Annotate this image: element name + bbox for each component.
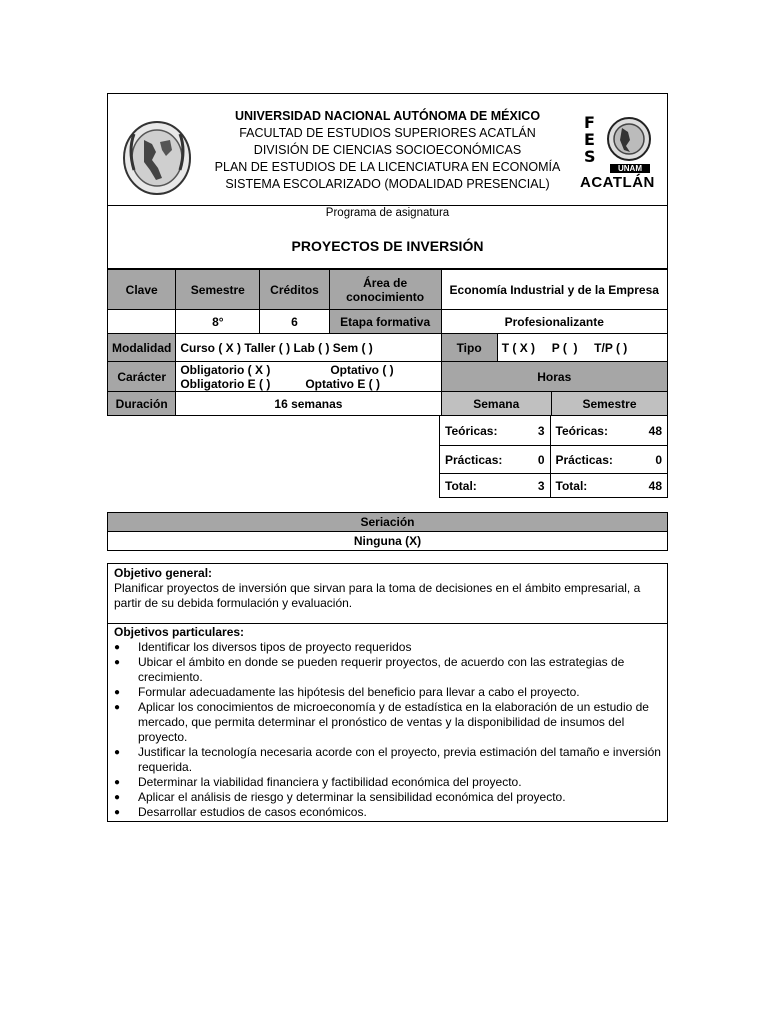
semestre-column-label: Semestre xyxy=(551,392,667,416)
logo-letter-e: E xyxy=(584,130,595,149)
objetivo-general-heading: Objetivo general: xyxy=(114,566,213,580)
list-item: ● Formular adecuadamente las hipótesis del beneficio para llevar a cabo el proyecto. xyxy=(114,685,661,700)
tipo-value: T ( X ) P ( ) T/P ( ) xyxy=(497,334,667,362)
teoricas-week-value: 3 xyxy=(515,416,550,446)
total-week-value: 3 xyxy=(515,474,550,498)
total-semester-label: Total: xyxy=(550,474,631,498)
list-item: ● Determinar la viabilidad financiera y factibilidad económica del proyecto. xyxy=(114,775,661,790)
creditos-value: 6 xyxy=(260,310,329,334)
list-item: ● Identificar los diversos tipos de proyecto requeridos xyxy=(114,640,661,655)
horas-label: Horas xyxy=(441,362,667,392)
table-row xyxy=(440,446,668,474)
plan-name: PLAN DE ESTUDIOS DE LA LICENCIATURA EN ECONOMÍA xyxy=(214,160,561,174)
teoricas-semester-value: 48 xyxy=(631,416,668,446)
duracion-value: 16 semanas xyxy=(176,392,441,416)
etapa-label: Etapa formativa xyxy=(329,310,441,334)
list-item: ● Aplicar el análisis de riesgo y determinar la sensibilidad económica del proyecto. xyxy=(114,790,661,805)
objetivo-general-block xyxy=(107,563,668,624)
logo-letter-s: S xyxy=(584,147,596,166)
system-name: SISTEMA ESCOLARIZADO (MODALIDAD PRESENCIAL) xyxy=(225,177,550,191)
optativo-option: Optativo ( ) xyxy=(330,362,394,377)
seriacion-label: Seriación xyxy=(108,513,668,532)
seriacion-table xyxy=(107,512,668,551)
objetivo-general-text: Planificar proyectos de inversión que sirvan para la toma de decisiones en el ámbito empresarial, a partir de su debida formulación y evaluación. xyxy=(114,581,641,610)
seriacion-value: Ninguna (X) xyxy=(108,532,668,551)
fes-acatlan-logo xyxy=(580,114,660,194)
program-subtitle: Programa de asignatura xyxy=(325,207,450,219)
caracter-label: Carácter xyxy=(108,362,176,392)
table-row xyxy=(440,416,668,446)
teoricas-week-label: Teóricas: xyxy=(440,416,516,446)
program-block xyxy=(107,205,668,269)
modalidad-label: Modalidad xyxy=(108,334,176,362)
area-value: Economía Industrial y de la Empresa xyxy=(441,270,667,310)
division-name: DIVISIÓN DE CIENCIAS SOCIOECONÓMICAS xyxy=(253,143,522,157)
etapa-value: Profesionalizante xyxy=(441,310,667,334)
clave-value xyxy=(108,310,176,334)
objetivos-list xyxy=(114,640,661,820)
practicas-week-value: 0 xyxy=(515,446,550,474)
logo-seal-icon xyxy=(606,116,652,162)
university-name: UNIVERSIDAD NACIONAL AUTÓNOMA DE MÉXICO xyxy=(234,109,541,123)
clave-label: Clave xyxy=(108,270,176,310)
logo-letter-f: F xyxy=(584,113,595,132)
objetivos-particulares-block xyxy=(107,624,668,822)
modalidad-value: Curso ( X ) Taller ( ) Lab ( ) Sem ( ) xyxy=(176,334,441,362)
practicas-semester-value: 0 xyxy=(631,446,668,474)
total-semester-value: 48 xyxy=(631,474,668,498)
logo-acatlan-text: ACATLÁN xyxy=(580,174,655,191)
logo-unam-band: UNAM xyxy=(610,164,650,173)
caracter-value xyxy=(176,362,441,392)
semana-label: Semana xyxy=(441,392,551,416)
area-label: Área de conocimiento xyxy=(329,270,441,310)
list-item: ● Justificar la tecnología necesaria acorde con el proyecto, previa estimación del tamaño e inversión requerida. xyxy=(114,745,661,775)
hours-table xyxy=(439,415,668,498)
list-item: ● Ubicar el ámbito en donde se pueden requerir proyectos, de acuerdo con las estrategias de crecimiento. xyxy=(114,655,661,685)
total-week-label: Total: xyxy=(440,474,516,498)
semestre-label: Semestre xyxy=(176,270,260,310)
teoricas-semester-label: Teóricas: xyxy=(550,416,631,446)
obligatorio-option: Obligatorio ( X ) xyxy=(180,362,271,377)
obligatorio-e-option: Obligatorio E ( ) xyxy=(180,376,271,391)
creditos-label: Créditos xyxy=(260,270,329,310)
list-item: ● Aplicar los conocimientos de microeconomía y de estadística en la elaboración de un estudio de mercado, que permita determinar el pronóstico de ventas y la disponibilidad de insumos del proyecto. xyxy=(114,700,661,745)
semestre-value: 8° xyxy=(176,310,260,334)
objetivos-particulares-heading: Objetivos particulares: xyxy=(114,625,245,639)
practicas-week-label: Prácticas: xyxy=(440,446,516,474)
table-row xyxy=(440,474,668,498)
document-header xyxy=(107,93,668,205)
faculty-name: FACULTAD DE ESTUDIOS SUPERIORES ACATLÁN xyxy=(239,126,536,140)
list-item: ● Desarrollar estudios de casos económicos. xyxy=(114,805,661,820)
duracion-label: Duración xyxy=(108,392,176,416)
practicas-semester-label: Prácticas: xyxy=(550,446,631,474)
tipo-label: Tipo xyxy=(441,334,497,362)
program-title: PROYECTOS DE INVERSIÓN xyxy=(291,238,484,254)
optativo-e-option: Optativo E ( ) xyxy=(305,376,381,391)
course-info-table xyxy=(107,269,668,416)
